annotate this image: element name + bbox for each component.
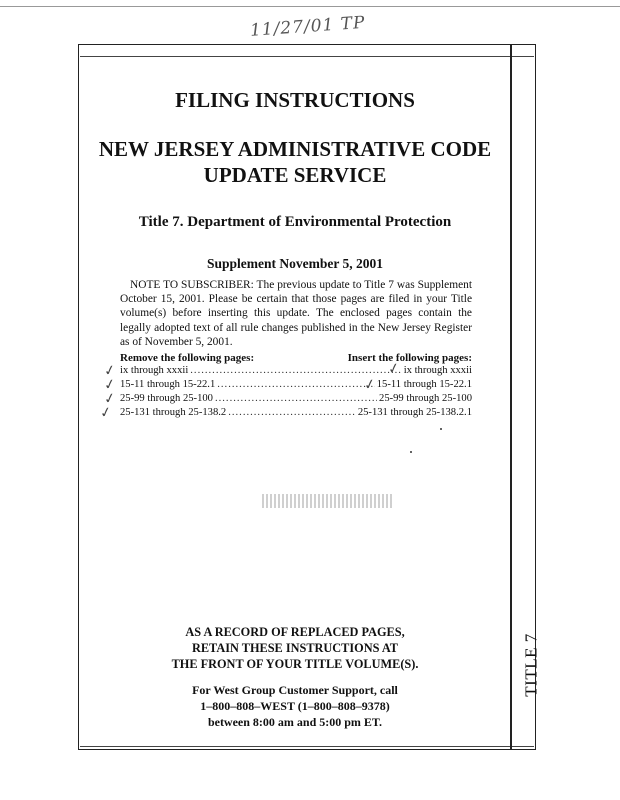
leader-dots bbox=[215, 393, 377, 404]
frame-top-inner-line bbox=[80, 56, 534, 57]
check-mark-icon: ✓ bbox=[98, 403, 114, 423]
record-line-1: AS A RECORD OF REPLACED PAGES, bbox=[185, 625, 405, 639]
speck-dot bbox=[410, 451, 412, 453]
frame-bottom-inner-line bbox=[80, 746, 534, 747]
document-title: FILING INSTRUCTIONS bbox=[175, 88, 415, 112]
speck-dot bbox=[440, 428, 442, 430]
code-title-line-2: UPDATE SERVICE bbox=[203, 163, 387, 187]
subject-heading: Title 7. Department of Environmental Protection bbox=[138, 214, 452, 230]
record-line-2: RETAIN THESE INSTRUCTIONS AT bbox=[191, 641, 399, 655]
leader-dots bbox=[217, 379, 375, 390]
check-mark-icon: ✓ bbox=[362, 375, 378, 395]
code-title bbox=[80, 136, 510, 188]
pages-table-header bbox=[120, 352, 472, 364]
leader-dots bbox=[228, 407, 356, 418]
remove-range: ix through xxxii bbox=[120, 365, 189, 376]
insert-range: 25-99 through 25-100 bbox=[379, 393, 472, 404]
spine-divider bbox=[510, 44, 512, 750]
remove-range: 25-99 through 25-100 bbox=[120, 393, 213, 404]
record-line-3: THE FRONT OF YOUR TITLE VOLUME(S). bbox=[171, 657, 419, 671]
handwritten-date-note: 11/27/01 TP bbox=[249, 12, 367, 41]
check-mark-icon: ✓ bbox=[102, 389, 118, 409]
check-mark-icon: ✓ bbox=[102, 375, 118, 395]
table-row bbox=[120, 365, 472, 379]
check-mark-icon: ✓ bbox=[102, 361, 118, 381]
remove-range: 15-11 through 15-22.1 bbox=[120, 379, 216, 390]
spine-tab bbox=[520, 620, 544, 710]
support-line-1: For West Group Customer Support, call bbox=[192, 683, 398, 697]
supplement-heading: Supplement November 5, 2001 bbox=[206, 256, 383, 271]
note-to-subscriber: NOTE TO SUBSCRIBER: The previous update to Title 7 was Supplement October 15, 2001. Please be certain that those pages are filed in your Title volume(s) before inserting this update. The enclosed pages contain the legally adopted text of all rule changes published in the New Jersey Register as of November 5, 2001. bbox=[120, 279, 472, 348]
code-title-line-1: NEW JERSEY ADMINISTRATIVE CODE bbox=[98, 137, 492, 161]
insert-range: 15-11 through 15-22.1 bbox=[376, 379, 472, 390]
table-row bbox=[120, 379, 472, 393]
customer-support-info bbox=[80, 682, 510, 730]
faded-stamp bbox=[262, 494, 392, 508]
table-row bbox=[120, 407, 472, 421]
record-notice bbox=[80, 624, 510, 672]
support-line-3: between 8:00 am and 5:00 pm ET. bbox=[207, 715, 383, 729]
support-line-2: 1–800–808–WEST (1–800–808–9378) bbox=[200, 699, 390, 713]
insert-range: ix through xxxii bbox=[403, 365, 472, 376]
pages-table bbox=[120, 365, 472, 421]
remove-header: Remove the following pages: bbox=[120, 352, 255, 364]
spine-label: TITLE 7 bbox=[522, 633, 542, 697]
table-row bbox=[120, 393, 472, 407]
insert-range: 25-131 through 25-138.2.1 bbox=[357, 407, 472, 418]
remove-range: 25-131 through 25-138.2 bbox=[120, 407, 227, 418]
insert-header: Insert the following pages: bbox=[347, 352, 472, 364]
check-mark-icon: ✓ bbox=[386, 359, 402, 379]
top-rule bbox=[0, 6, 620, 7]
leader-dots bbox=[190, 365, 401, 376]
